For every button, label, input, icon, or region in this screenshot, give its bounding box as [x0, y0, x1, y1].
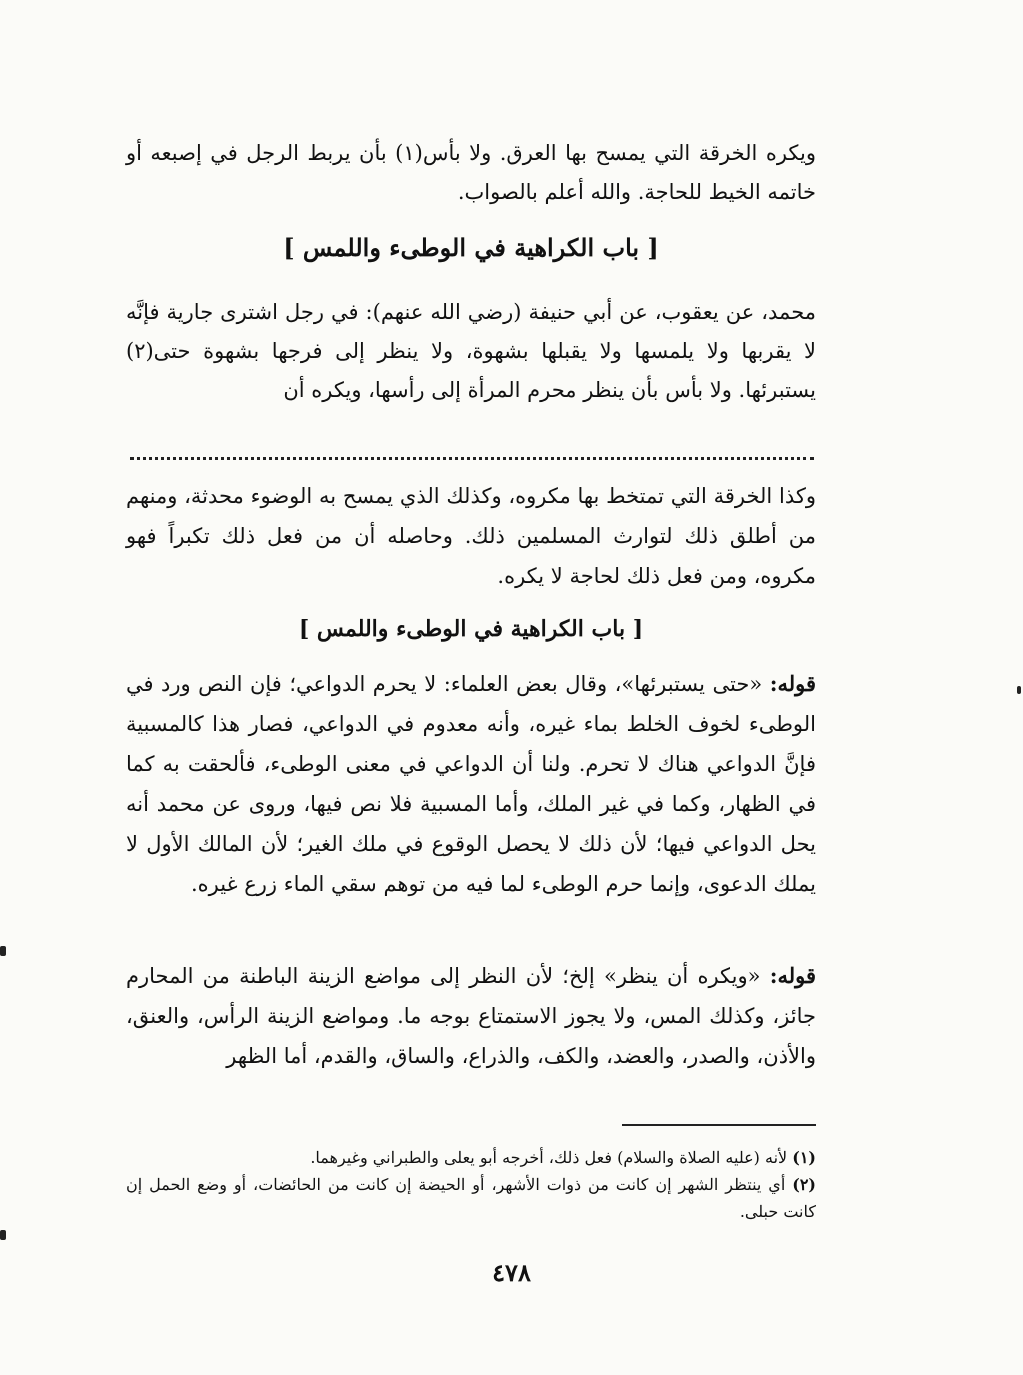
commentary-para-3-lead: قوله:	[769, 963, 816, 988]
footnote-1-text: لأنه (عليه الصلاة والسلام) فعل ذلك، أخرجه أبو يعلى والطبراني وغيرهما.	[310, 1148, 788, 1167]
commentary-paragraph-2	[126, 664, 816, 904]
main-chapter-heading: [ باب الكراهية في الوطىء واللمس ]	[283, 233, 659, 262]
main-text-para-2: محمد، عن يعقوب، عن أبي حنيفة (رضي الله عنهم): في رجل اشترى جارية فإنَّه لا يقربها ولا يلمسها ولا يقبلها بشهوة، ولا ينظر إلى فرجها بشهوة حتى(٢) يستبرئها. ولا بأس بأن ينظر محرم المرأة إلى رأسها، ويكره أن	[126, 300, 816, 402]
footnote-1-number: (١)	[792, 1148, 816, 1167]
commentary-paragraph-3	[126, 956, 816, 1076]
scan-edge-mark	[1017, 686, 1021, 694]
page-number: ٤٧٨	[492, 1258, 531, 1287]
scan-edge-mark	[0, 1230, 6, 1240]
footnote-2	[126, 1171, 816, 1225]
commentary-paragraph-1	[126, 476, 816, 596]
footnote-separator	[622, 1124, 816, 1126]
main-text-para-1: ويكره الخرقة التي يمسح بها العرق. ولا بأس(١) بأن يربط الرجل في إصبعه أو خاتمه الخيط للحاجة. والله أعلم بالصواب.	[126, 141, 816, 204]
commentary-para-2: «حتى يستبرئها»، وقال بعض العلماء: لا يحرم الدواعي؛ فإن النص ورد في الوطىء لخوف الخلط بماء غيره، وأنه معدوم في الدواعي، فصار هذا كالمسبية فإنَّ الدواعي هناك لا تحرم. ولنا أن الدواعي في معنى الوطىء، فألحقت به كما في الظهار، وكما في غير الملك، وأما المسبية فلا نص فيها، وروى عن محمد أنه يحل الدواعي فيها؛ لأن ذلك لا يحصل الوقوع في ملك الغير؛ لأن المالك الأول لا يملك الدعوى، وإنما حرم الوطىء لما فيه من توهم سقي الماء زرع غيره.	[126, 672, 816, 896]
scan-edge-mark	[0, 946, 6, 956]
commentary-para-2-wrapper	[126, 664, 816, 904]
footnotes	[126, 1144, 816, 1225]
footnote-2-number: (٢)	[792, 1175, 816, 1194]
footnote-2-text: أي ينتظر الشهر إن كانت من ذوات الأشهر، أو الحيضة إن كانت من الحائضات، أو وضع الحمل إن كانت حبلى.	[126, 1175, 816, 1221]
commentary-para-1: وكذا الخرقة التي تمتخط بها مكروه، وكذلك الذي يمسح به الوضوء محدثة، ومنهم من أطلق ذلك لتوارث المسلمين ذلك. وحاصله أن من فعل ذلك تكبراً فهو مكروه، ومن فعل ذلك لحاجة لا يكره.	[126, 484, 816, 588]
main-text-paragraph-2	[126, 293, 816, 410]
commentary-para-3-wrapper	[126, 956, 816, 1076]
commentary-chapter-heading: [ باب الكراهية في الوطىء واللمس ]	[298, 616, 644, 642]
commentary-para-2-lead: قوله:	[769, 671, 816, 696]
footnote-1	[126, 1144, 816, 1171]
dotted-separator	[130, 457, 814, 466]
main-text-paragraph-1	[126, 134, 816, 212]
commentary-para-3: «ويكره أن ينظر» إلخ؛ لأن النظر إلى مواضع الزينة الباطنة من المحارم جائز، وكذلك المس، ولا يجوز الاستمتاع بوجه ما. ومواضع الزينة الرأس، والعنق، والأذن، والصدر، والعضد، والكف، والذراع، والساق، والقدم، أما الظهر	[126, 964, 816, 1068]
